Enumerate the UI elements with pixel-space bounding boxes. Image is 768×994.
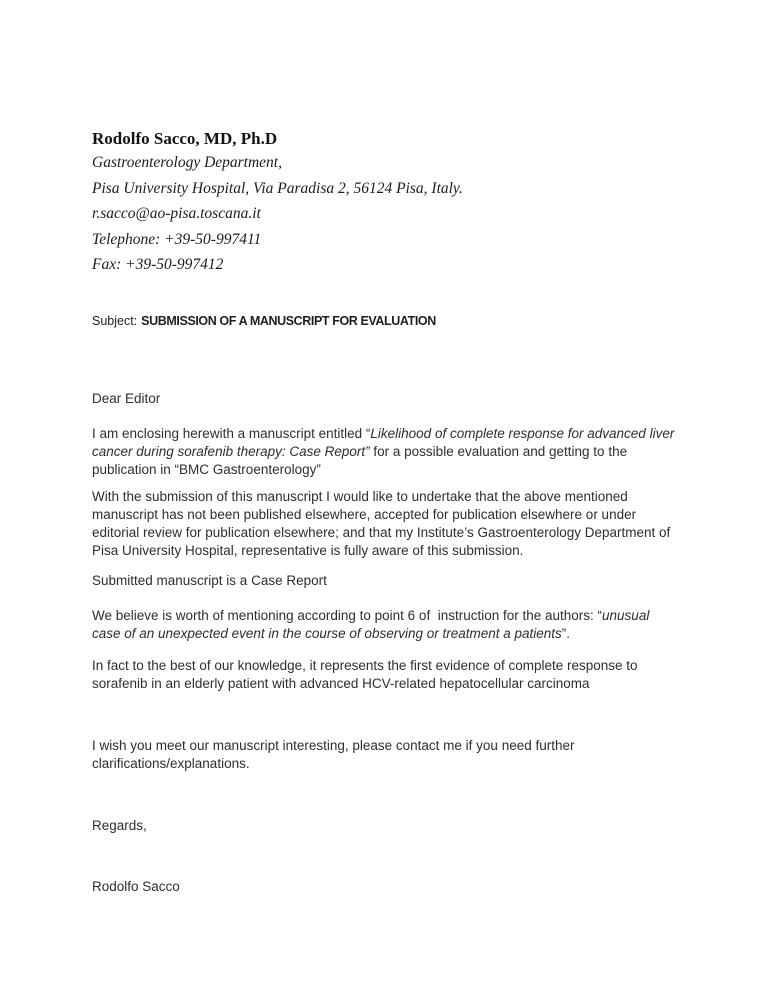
subject-label: Subject: <box>92 313 138 328</box>
salutation: Dear Editor <box>92 390 161 406</box>
paragraph-first-evidence: In fact to the best of our knowledge, it represents the first evidence of complete response to sorafenib in an elderly patient with advanced HCV-related hepatocellular carcinoma <box>92 657 642 691</box>
sender-address: Pisa University Hospital, Via Paradisa 2, 56124 Pisa, Italy. <box>92 179 463 197</box>
paragraph-undertaking: With the submission of this manuscript I would like to undertake that the above mentioned manuscript has not been published elsewhere, accepted for publication elsewhere or under editorial review for publication elsewhere; and that my Institute’s Gastroenterology Department of Pisa University Hospital, representative is fully aware of this submission. <box>92 488 675 558</box>
sender-department: Gastroenterology Department, <box>92 154 282 171</box>
paragraph-point-6-quote: We believe is worth of mentioning according to point 6 of instruction for the authors: “unusual case of an unexpected event in the course of observing or treatment a patients”. <box>92 607 654 641</box>
paragraph-manuscript-title: I am enclosing herewith a manuscript entitled “Likelihood of complete response for advanced liver cancer during sorafenib therapy: Case Report” for a possible evaluation and getting to the publication in “BMC Gastroenterology” <box>92 425 679 477</box>
subject-value: SUBMISSION OF A MANUSCRIPT FOR EVALUATION <box>141 313 436 328</box>
sender-telephone: Telephone: +39-50-997411 <box>92 230 262 248</box>
paragraph-manuscript-type: Submitted manuscript is a Case Report <box>92 572 327 588</box>
letterhead <box>92 128 676 278</box>
sender-email: r.sacco@ao-pisa.toscana.it <box>92 205 261 222</box>
sender-name: Rodolfo Sacco, MD, Ph.D <box>92 129 278 148</box>
sender-fax: Fax: +39-50-997412 <box>92 256 224 273</box>
subject-line <box>92 312 676 330</box>
closing-regards: Regards, <box>92 817 147 833</box>
signature-name: Rodolfo Sacco <box>92 878 180 894</box>
paragraph-contact-request: I wish you meet our manuscript interesting, please contact me if you need further clarifications/explanations. <box>92 737 579 771</box>
